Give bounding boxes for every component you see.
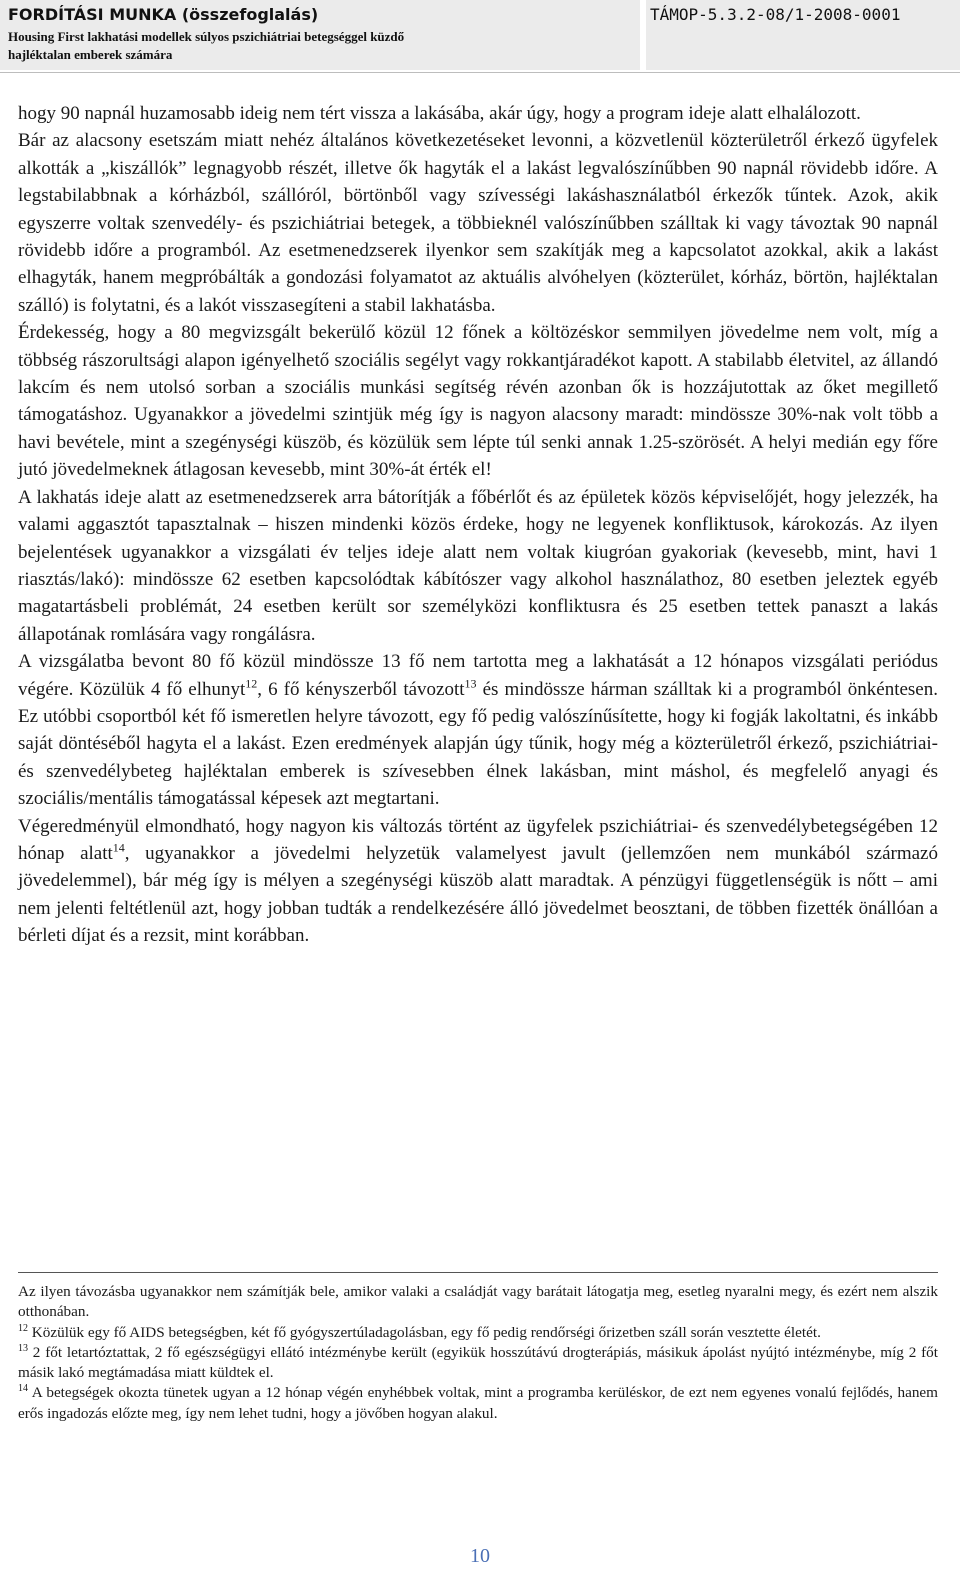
paragraph-1: hogy 90 napnál huzamosabb ideig nem tért vissza a lakásába, akár úgy, hogy a program ideje alatt elhalálozott. — [18, 103, 861, 124]
paragraph-3: Érdekesség, hogy a 80 megvizsgált bekerülő közül 12 főnek a költözéskor semmilyen jövedelme nem volt, míg a többség rászorultsági alapon igényelhető szociális segélyt vagy rokkantjáradékot kapott. A stabilabb életvitel, az állandó lakcím és nem utolsó sorban a szociális munkási segítség révén azonban ők is hozzájutottak az őket megillető támogatáshoz. Ugyanakkor a jövedelmi szintjük még így is nagyon alacsony maradt: mindössze 30%-nak volt több a havi bevétele, mint a szegénységi küszöb, és közülük sem lépte túl senki annak 1.25-szörösét. A helyi medián egy főre jutó jövedelmeknek átlagosan kevesebb, mint 30%-át érték el! — [18, 322, 938, 481]
footnote-14-number: 14 — [18, 1383, 28, 1395]
footnote-13 — [18, 1343, 938, 1384]
footnote-12 — [18, 1323, 938, 1343]
footnote-14-text: A betegségek okozta tünetek ugyan a 12 hónap végén enyhébbek voltak, mint a programba kerüléskor, de ezt nem egyenes vonalú fejlődés, hanem erős ingadozás előzte meg, így nem lehet tudni, hogy a jövőben hogyan alakul. — [18, 1384, 938, 1422]
paragraph-6-part-b: , ugyanakkor a jövedelmi helyzetük valamelyest javult (jellemzően nem munkából származó jövedelemmel), bár még így is mélyen a szegénységi küszöb alatt maradtak. A pénzügyi függetlenségük is nőtt – ami nem jelenti feltétlenül azt, hogy jobban tudták a rendelkezésére álló jövedelmet beosztani, de többen fizették önállóan a bérleti díjat és a rezsit, mint korábban. — [18, 842, 938, 947]
paragraph-6 — [18, 813, 938, 950]
paragraph-5-part-a: A vizsgálatba bevont 80 fő közül mindössze 13 fő nem tartotta meg a lakhatását a 12 hónapos vizsgálati periódus végére. Közülük 4 fő elhunyt — [18, 651, 938, 700]
header-subtitle-line1: Housing First lakhatási modellek súlyos pszichiátriai betegséggel küzdő — [8, 29, 405, 44]
header-subtitle-line2: hajléktalan emberek számára — [8, 47, 173, 62]
footnote-12-number: 12 — [18, 1322, 28, 1334]
page-number: 10 — [470, 1545, 490, 1567]
paragraph-6-part-a: Végeredményül elmondható, hogy nagyon kis változás történt az ügyfelek pszichiátriai- és szenvedélybetegségében 12 hónap alatt — [18, 815, 938, 864]
footnote-14 — [18, 1383, 938, 1424]
footnote-13-number: 13 — [18, 1342, 28, 1354]
paragraph-5-part-c: és mindössze hárman szálltak ki a programból önkéntesen. Ez utóbbi csoportból két fő ismeretlen helyre távozott, egy fő pedig valószínűsítette, hogy ki fogják lakoltatni, és inkább saját döntéséből hagyta el a lakást. Ezen eredmények alapján úgy tűnik, hogy még a közterületről érkező, pszichiátriai- és szenvedélybeteg hajléktalan emberek is szívesebben élnek lakásban, mint máshol, és megfelelő anyagi és szociális/mentális támogatással képesek azt megtartani. — [18, 678, 938, 810]
footnote-ref-14: 14 — [112, 840, 125, 855]
footnote-ref-13: 13 — [464, 676, 477, 691]
footnote-continued: Az ilyen távozásba ugyanakkor nem számítják bele, amikor valaki a családját vagy barátait látogatja meg, esetleg nyaralni megy, és ezért nem alszik otthonában. — [18, 1283, 938, 1321]
paragraph-4: A lakhatás ideje alatt az esetmenedzserek arra bátorítják a főbérlőt és az épületek közös képviselőjét, hogy jelezzék, ha valami aggasztót tapasztalnak – hiszen mindenki közös érdeke, hogy ne legyenek konfliktusok, károkozás. Az ilyen bejelentések ugyanakkor a vizsgálati év teljes ideje alatt nem voltak kiugróan gyakoriak (kevesebb, mint, havi 1 riasztás/lakó): mindössze 62 esetben kapcsolódtak kábítószer vagy alkohol használathoz, 80 esetben jeleztek egyéb magatartásbeli problémát, 24 esetben került sor személyközi konfliktusra és 25 esetben tettek panaszt a lakás állapotának romlására vagy rongálásra. — [18, 486, 938, 645]
header-code-block — [646, 0, 960, 70]
paragraph-2: Bár az alacsony esetszám miatt nehéz általános következetéseket levonni, a közvetlenül közterületről érkező ügyfelek alkották a „kiszállók” legnagyobb részét, illetve ők hagyták el a lakást legvalószínűbben 90 napnál rövidebb időre. A legstabilabbnak a kórházból, szállóról, börtönből vagy szívességi lakáshasználatból érkezők tűntek. Azok, akik egyszerre voltak szenvedély- és pszichiátriai betegek, a többieknél valószínűbben szálltak ki vagy távoztak 90 napnál rövidebb időre a programból. Az esetmenedzserek ilyenkor sem szakítják meg a kapcsolatot azokkal, akik a lakást elhagyták, hanem megpróbálták a gondozási folyamatot az aktuális alvóhelyen (közterület, kórház, börtön, hajléktalan szálló) is folytatni, és a lakót visszasegíteni a stabil lakhatásba. — [18, 130, 938, 316]
paragraph-5 — [18, 648, 938, 812]
header-title-block — [0, 0, 640, 70]
header-divider — [0, 72, 960, 73]
page-header — [0, 0, 960, 70]
header-title: FORDÍTÁSI MUNKA (összefoglalás) — [8, 5, 319, 24]
project-code: TÁMOP-5.3.2-08/1-2008-0001 — [650, 5, 901, 24]
footnote-divider — [18, 1272, 938, 1273]
footnote-13-text: 2 főt letartóztattak, 2 fő egészségügyi ellátó intézménybe került (egyikük hosszútávú drogterápiás, másikuk ápolást nyújtó intézménybe, míg 2 főt másik lakó megtámadása miatt küldtek el. — [18, 1343, 938, 1382]
footnote-12-text: Közülük egy fő AIDS betegségben, két fő gyógyszertúladagolásban, egy fő pedig rendőrségi őrizetben száll során vesztette életét. — [28, 1323, 821, 1341]
footnote-ref-12: 12 — [245, 676, 258, 691]
footnotes — [18, 1282, 938, 1424]
body-text — [18, 100, 938, 950]
paragraph-5-part-b: , 6 fő kényszerből távozott — [257, 678, 465, 700]
